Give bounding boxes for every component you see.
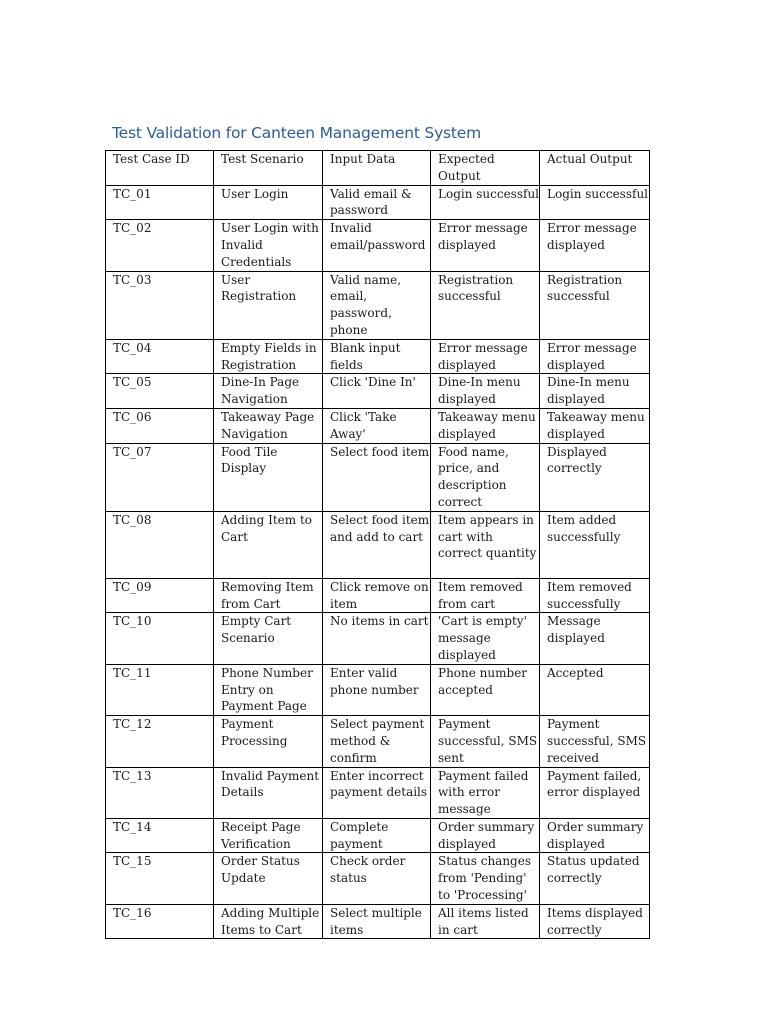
table-row bbox=[106, 443, 650, 511]
cell-expected-output: Payment failed with error message bbox=[431, 767, 540, 818]
cell-test-scenario: Empty Cart Scenario bbox=[214, 613, 323, 664]
cell-actual-output: Status updated correctly bbox=[540, 853, 650, 904]
header-cell-actual-output: Actual Output bbox=[540, 151, 650, 186]
cell-expected-output: Error message displayed bbox=[431, 339, 540, 374]
table-row bbox=[106, 716, 650, 767]
cell-input-data: Check order status bbox=[323, 853, 431, 904]
cell-test-case-id: TC_09 bbox=[106, 578, 214, 613]
cell-test-scenario: User Login bbox=[214, 185, 323, 220]
cell-test-case-id: TC_10 bbox=[106, 613, 214, 664]
table-body bbox=[106, 151, 650, 939]
cell-expected-output: Order summary displayed bbox=[431, 818, 540, 853]
cell-test-case-id: TC_13 bbox=[106, 767, 214, 818]
cell-expected-output: Error message displayed bbox=[431, 220, 540, 271]
cell-input-data: No items in cart bbox=[323, 613, 431, 664]
header-cell-test-case-id: Test Case ID bbox=[106, 151, 214, 186]
cell-test-case-id: TC_16 bbox=[106, 904, 214, 939]
table-row bbox=[106, 767, 650, 818]
cell-test-scenario: Order Status Update bbox=[214, 853, 323, 904]
cell-test-case-id: TC_14 bbox=[106, 818, 214, 853]
cell-test-scenario: Takeaway Page Navigation bbox=[214, 408, 323, 443]
cell-expected-output: Item removed from cart bbox=[431, 578, 540, 613]
cell-expected-output: 'Cart is empty' message displayed bbox=[431, 613, 540, 664]
table-row bbox=[106, 853, 650, 904]
cell-actual-output: Takeaway menu displayed bbox=[540, 408, 650, 443]
header-cell-expected-output: Expected Output bbox=[431, 151, 540, 186]
cell-actual-output: Message displayed bbox=[540, 613, 650, 664]
cell-actual-output: Payment successful, SMS received bbox=[540, 716, 650, 767]
table-row bbox=[106, 339, 650, 374]
cell-input-data: Select payment method & confirm bbox=[323, 716, 431, 767]
cell-input-data: Enter incorrect payment details bbox=[323, 767, 431, 818]
cell-test-scenario: Adding Multiple Items to Cart bbox=[214, 904, 323, 939]
cell-expected-output: Dine-In menu displayed bbox=[431, 374, 540, 409]
cell-actual-output: Registration successful bbox=[540, 271, 650, 339]
cell-test-case-id: TC_15 bbox=[106, 853, 214, 904]
table-row bbox=[106, 613, 650, 664]
cell-test-case-id: TC_04 bbox=[106, 339, 214, 374]
cell-test-case-id: TC_02 bbox=[106, 220, 214, 271]
cell-input-data: Blank input fields bbox=[323, 339, 431, 374]
cell-input-data: Select multiple items bbox=[323, 904, 431, 939]
cell-input-data: Valid name, email, password, phone bbox=[323, 271, 431, 339]
cell-input-data: Select food item bbox=[323, 443, 431, 511]
table-row bbox=[106, 818, 650, 853]
table-row bbox=[106, 374, 650, 409]
cell-test-scenario: Food Tile Display bbox=[214, 443, 323, 511]
cell-expected-output: Status changes from 'Pending' to 'Processing' bbox=[431, 853, 540, 904]
cell-test-scenario: Removing Item from Cart bbox=[214, 578, 323, 613]
table-row bbox=[106, 408, 650, 443]
cell-test-scenario: Phone Number Entry on Payment Page bbox=[214, 664, 323, 715]
cell-test-scenario: Invalid Payment Details bbox=[214, 767, 323, 818]
cell-test-scenario: User Login with Invalid Credentials bbox=[214, 220, 323, 271]
cell-test-case-id: TC_07 bbox=[106, 443, 214, 511]
cell-expected-output: Login successful bbox=[431, 185, 540, 220]
cell-test-case-id: TC_08 bbox=[106, 511, 214, 578]
cell-actual-output: Items displayed correctly bbox=[540, 904, 650, 939]
cell-actual-output: Payment failed, error displayed bbox=[540, 767, 650, 818]
cell-test-case-id: TC_05 bbox=[106, 374, 214, 409]
cell-expected-output: Phone number accepted bbox=[431, 664, 540, 715]
cell-expected-output: All items listed in cart bbox=[431, 904, 540, 939]
cell-test-scenario: Receipt Page Verification bbox=[214, 818, 323, 853]
cell-actual-output: Item removed successfully bbox=[540, 578, 650, 613]
cell-test-scenario: User Registration bbox=[214, 271, 323, 339]
header-cell-input-data: Input Data bbox=[323, 151, 431, 186]
cell-input-data: Click 'Dine In' bbox=[323, 374, 431, 409]
cell-expected-output: Food name, price, and description correct bbox=[431, 443, 540, 511]
cell-input-data: Invalid email/password bbox=[323, 220, 431, 271]
cell-test-scenario: Payment Processing bbox=[214, 716, 323, 767]
cell-expected-output: Takeaway menu displayed bbox=[431, 408, 540, 443]
cell-actual-output: Accepted bbox=[540, 664, 650, 715]
cell-input-data: Complete payment bbox=[323, 818, 431, 853]
cell-input-data: Enter valid phone number bbox=[323, 664, 431, 715]
cell-actual-output: Dine-In menu displayed bbox=[540, 374, 650, 409]
cell-test-case-id: TC_01 bbox=[106, 185, 214, 220]
table-row bbox=[106, 578, 650, 613]
cell-test-case-id: TC_06 bbox=[106, 408, 214, 443]
table-row bbox=[106, 185, 650, 220]
table-row bbox=[106, 664, 650, 715]
table-row bbox=[106, 271, 650, 339]
cell-actual-output: Error message displayed bbox=[540, 220, 650, 271]
cell-test-case-id: TC_11 bbox=[106, 664, 214, 715]
test-validation-table bbox=[105, 150, 650, 939]
cell-test-scenario: Empty Fields in Registration bbox=[214, 339, 323, 374]
cell-test-scenario: Adding Item to Cart bbox=[214, 511, 323, 578]
page-title: Test Validation for Canteen Management System bbox=[112, 124, 482, 142]
header-cell-test-scenario: Test Scenario bbox=[214, 151, 323, 186]
cell-expected-output: Payment successful, SMS sent bbox=[431, 716, 540, 767]
cell-input-data: Click 'Take Away' bbox=[323, 408, 431, 443]
cell-input-data: Select food item and add to cart bbox=[323, 511, 431, 578]
table-row bbox=[106, 511, 650, 578]
table-row bbox=[106, 220, 650, 271]
cell-input-data: Valid email & password bbox=[323, 185, 431, 220]
cell-test-case-id: TC_03 bbox=[106, 271, 214, 339]
cell-test-case-id: TC_12 bbox=[106, 716, 214, 767]
cell-actual-output: Order summary displayed bbox=[540, 818, 650, 853]
table-row bbox=[106, 904, 650, 939]
cell-test-scenario: Dine-In Page Navigation bbox=[214, 374, 323, 409]
cell-actual-output: Login successful bbox=[540, 185, 650, 220]
cell-actual-output: Item added successfully bbox=[540, 511, 650, 578]
cell-actual-output: Error message displayed bbox=[540, 339, 650, 374]
cell-expected-output: Registration successful bbox=[431, 271, 540, 339]
cell-actual-output: Displayed correctly bbox=[540, 443, 650, 511]
cell-input-data: Click remove on item bbox=[323, 578, 431, 613]
table-header-row bbox=[106, 151, 650, 186]
cell-expected-output: Item appears in cart with correct quantity bbox=[431, 511, 540, 578]
